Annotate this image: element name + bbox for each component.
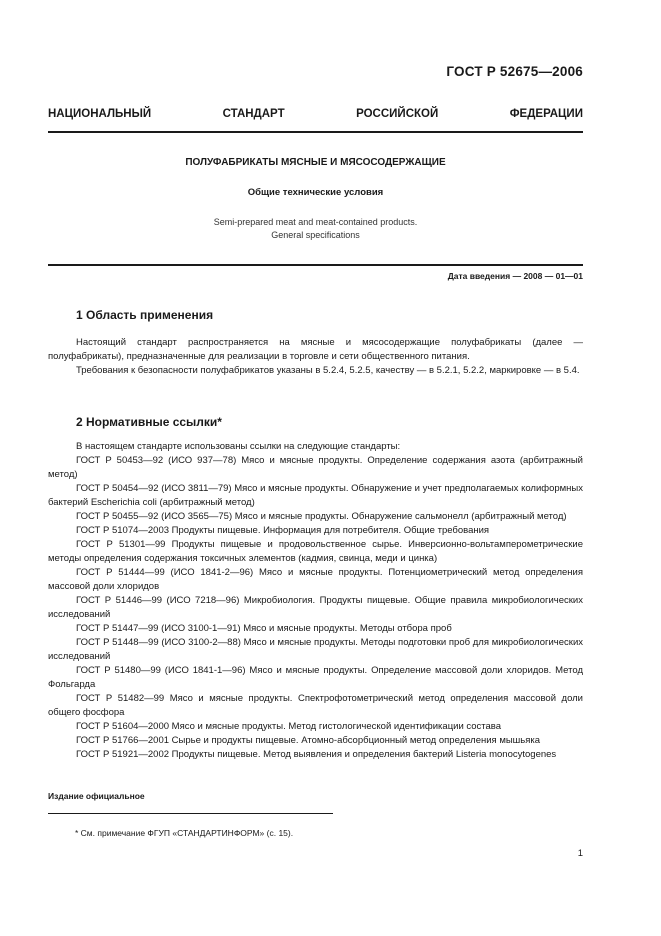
section-heading-scope: 1 Область применения: [76, 308, 214, 322]
english-title: [48, 216, 583, 242]
paragraph: Настоящий стандарт распространяется на мясные и мясосодержащие полуфабрикаты (далее — полуфабрикаты), предназначенные для реализации в торговле и сети общественного питания.: [48, 337, 583, 362]
reference-item: ГОСТ Р 50454—92 (ИСО 3811—79) Мясо и мясные продукты. Обнаружение и учет предполагаемых колиформных бактерий Escherichia coli (арбитражный метод): [48, 483, 583, 508]
banner-word: ФЕДЕРАЦИИ: [509, 108, 583, 120]
paragraph: Требования к безопасности полуфабрикатов указаны в 5.2.4, 5.2.5, качеству — в 5.2.1, 5.2.2, маркировке — в 5.4.: [76, 365, 580, 376]
footnote-divider: [48, 813, 333, 814]
reference-item: ГОСТ Р 51921—2002 Продукты пищевые. Метод выявления и определения бактерий Listeria monocytogenes: [76, 749, 557, 760]
document-number: ГОСТ Р 52675—2006: [446, 64, 583, 79]
footnote: * См. примечание ФГУП «СТАНДАРТИНФОРМ» (с. 15).: [75, 828, 294, 838]
page-number: 1: [577, 848, 583, 859]
reference-item: ГОСТ Р 51446—99 (ИСО 7218—96) Микробиология. Продукты пищевые. Общие правила микробиологических исследований: [48, 595, 583, 620]
english-title-line: General specifications: [271, 230, 360, 240]
middle-divider: [48, 264, 583, 266]
english-title-line: Semi-prepared meat and meat-contained products.: [213, 217, 418, 227]
banner-word: РОССИЙСКОЙ: [356, 108, 439, 120]
reference-item: ГОСТ Р 51482—99 Мясо и мясные продукты. Спектрофотометрический метод определения массовой доли общего фосфора: [48, 693, 583, 718]
document-title: ПОЛУФАБРИКАТЫ МЯСНЫЕ И МЯСОСОДЕРЖАЩИЕ: [185, 157, 446, 168]
reference-item: ГОСТ Р 50455—92 (ИСО 3565—75) Мясо и мясные продукты. Обнаружение сальмонелл (арбитражный метод): [76, 511, 567, 522]
reference-item: ГОСТ Р 51447—99 (ИСО 3100-1—91) Мясо и мясные продукты. Методы отбора проб: [76, 623, 452, 634]
reference-item: ГОСТ Р 51448—99 (ИСО 3100-2—88) Мясо и мясные продукты. Методы подготовки проб для микробиологических исследований: [48, 637, 583, 662]
top-divider: [48, 131, 583, 133]
official-edition-label: Издание официальное: [48, 791, 145, 801]
document-subtitle: Общие технические условия: [247, 187, 384, 198]
reference-item: ГОСТ Р 51074—2003 Продукты пищевые. Информация для потребителя. Общие требования: [76, 525, 490, 536]
effective-date: Дата введения — 2008 — 01—01: [447, 271, 583, 281]
reference-item: ГОСТ Р 51480—99 (ИСО 1841-1—96) Мясо и мясные продукты. Определение массовой доли хлоридов. Метод Фольгарда: [48, 665, 583, 690]
paragraph: В настоящем стандарте использованы ссылки на следующие стандарты:: [76, 441, 401, 452]
section-references-body: [48, 440, 583, 762]
reference-item: ГОСТ Р 51766—2001 Сырье и продукты пищевые. Атомно-абсорбционный метод определения мышьяка: [76, 735, 541, 746]
reference-item: ГОСТ Р 51604—2000 Мясо и мясные продукты. Метод гистологической идентификации состава: [76, 721, 502, 732]
section-heading-references: 2 Нормативные ссылки*: [76, 415, 222, 429]
reference-item: ГОСТ Р 51301—99 Продукты пищевые и продовольственное сырье. Инверсионно-вольтамперометрические методы определения содержания токсичных элементов (кадмия, свинца, меди и цинка): [48, 539, 583, 564]
banner-word: НАЦИОНАЛЬНЫЙ: [48, 108, 152, 120]
reference-item: ГОСТ Р 51444—99 (ИСО 1841-2—96) Мясо и мясные продукты. Потенциометрический метод определения массовой доли хлоридов: [48, 567, 583, 592]
section-scope-body: [48, 336, 583, 378]
national-standard-banner: [48, 108, 583, 120]
reference-item: ГОСТ Р 50453—92 (ИСО 937—78) Мясо и мясные продукты. Определение содержания азота (арбитражный метод): [48, 455, 583, 480]
banner-word: СТАНДАРТ: [222, 108, 285, 120]
